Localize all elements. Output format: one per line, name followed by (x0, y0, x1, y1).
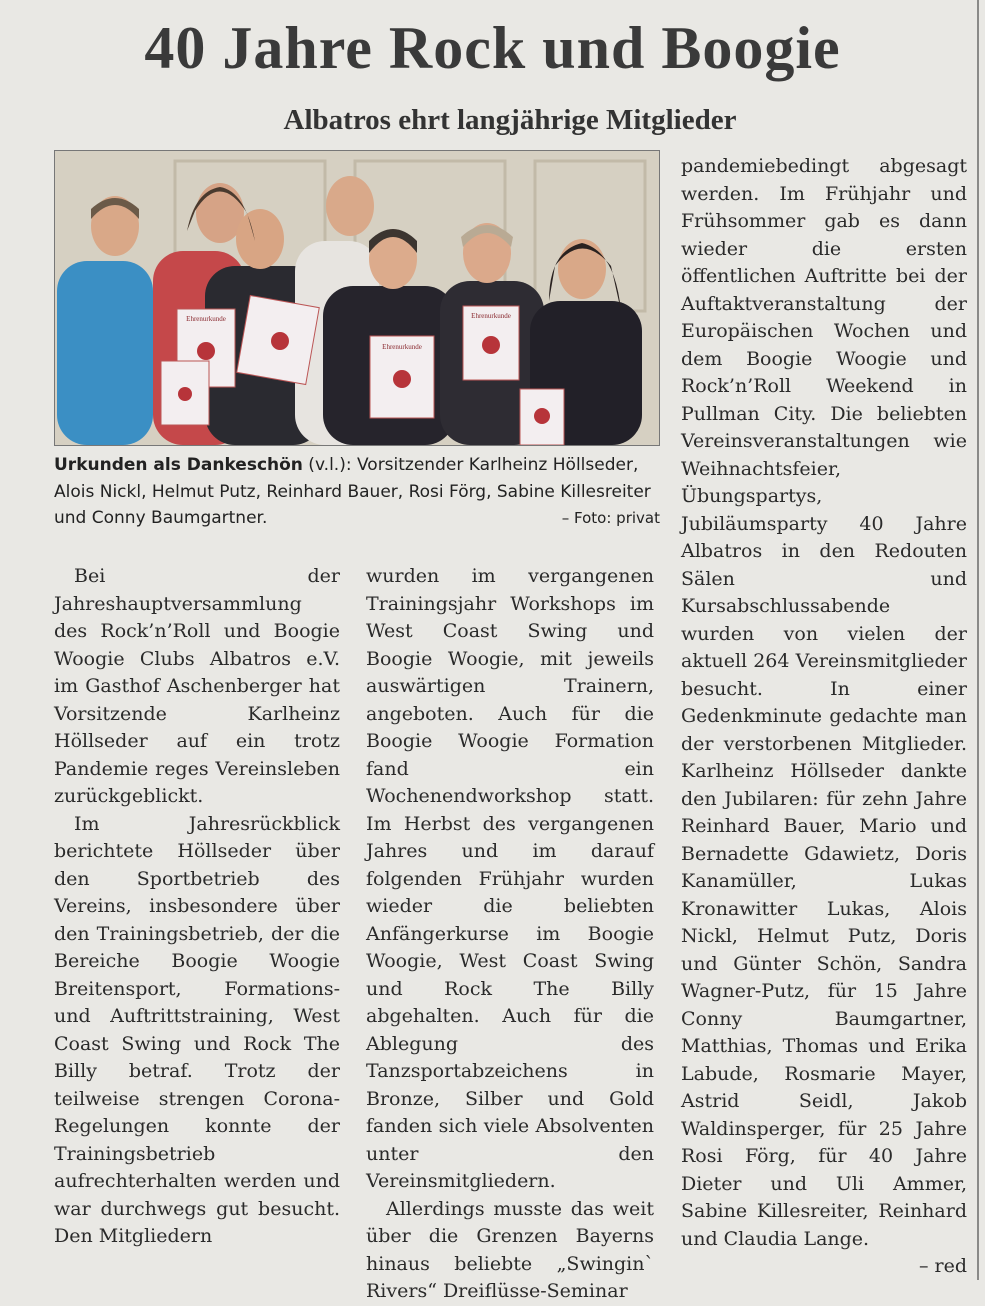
article-column-3 (681, 153, 967, 1281)
headline: 40 Jahre Rock und Boogie (144, 15, 841, 81)
photo-credit: – Foto: privat (561, 509, 660, 527)
subheadline: Albatros ehrt langjährige Mitglieder (283, 104, 737, 136)
paragraph: Bei der Jahreshauptversammlung des Rock’n’Roll und Boogie Woogie Clubs Albatros e.V. im Gasthof Aschenberger hat Vorsitzende Karlheinz Höllseder auf ein trotz Pandemie reges Vereinsleben zurückgeblickt. (54, 565, 340, 807)
article-column-2 (366, 563, 654, 1306)
caption-lead: Urkunden als Dankeschön (54, 455, 303, 475)
paragraph: pandemiebedingt abgesagt werden. Im Frühjahr und Frühsommer gab es dann wieder die ersten öffentlichen Auftritte bei der Auftaktveranstaltung der Europäischen Wochen und dem Boogie Woogie und Rock’n’Roll Weekend in Pullman City. Die beliebten Vereinsveranstaltungen wie Weihnachtsfeier, Übungspartys, Jubiläumsparty 40 Jahre Albatros in den Redouten Sälen und Kursabschlussabende wurden von vielen der aktuell 264 Vereinsmitglieder besucht. In einer Gedenkminute gedachte man der verstorbenen Mitglieder. Karlheinz Höllseder dankte den Jubilaren: für zehn Jahre Reinhard Bauer, Mario und Bernadette Gdawietz, Doris Kanamüller, Lukas Kronawitter Lukas, Alois Nickl, Helmut Putz, Doris und Günter Schön, Sandra Wagner-Putz, für 15 Jahre Conny Baumgartner, Matthias, Thomas und Erika Labude, Rosmarie Mayer, Astrid Seidl, Jakob Waldinsperger, für 25 Jahre Rosi Förg, für 40 Jahre Dieter und Uli Ammer, Sabine Killesreiter, Reinhard und Claudia Lange. (681, 155, 967, 1250)
certificate-label: Ehrenurkunde (382, 343, 422, 351)
author-signature: – red (918, 1255, 967, 1277)
column-rule (977, 0, 979, 1280)
certificate-label: Ehrenurkunde (186, 315, 226, 323)
group-photo (54, 150, 660, 446)
paragraph: wurden im vergangenen Trainingsjahr Workshops im West Coast Swing und Boogie Woogie, mit jeweils auswärtigen Trainern, angeboten. Auch für die Boogie Woogie Formation fand ein Wochenendworkshop statt. Im Herbst des vergangenen Jahres und im darauf folgenden Frühjahr wurden wieder die beliebten Anfängerkurse im Boogie Woogie, West Coast Swing und Rock The Billy abgehalten. Auch für die Ablegung des Tanzsportabzeichens in Bronze, Silber und Gold fanden sich viele Absolventen unter den Vereinsmitgliedern. (366, 565, 654, 1192)
article-column-1 (54, 563, 340, 1251)
paragraph: Im Jahresrückblick berichtete Höllseder über den Sportbetrieb des Vereins, insbesondere über den Trainingsbetrieb, der die Bereiche Boogie Woogie Breitensport, Formations- und Auftrittstraining, West Coast Swing und Rock The Billy betraf. Trotz der teilweise strengen Corona-Regelungen konnte der Trainingsbetrieb aufrechterhalten werden und war durchwegs gut besucht. Den Mitgliedern (54, 812, 340, 1247)
paragraph: Allerdings musste das weit über die Grenzen Bayerns hinaus beliebte „Swingin` Rivers“ Dreiflüsse-Seminar (366, 1197, 654, 1302)
group-photo-illustration (55, 151, 659, 445)
photo-caption (54, 452, 660, 532)
certificate-label: Ehrenurkunde (471, 312, 511, 320)
caption-text: (v.l.): Vorsitzender Karlheinz Höllseder, Alois Nickl, Helmut Putz, Reinhard Bauer, Rosi Förg, Sabine Killesreiter und Conny Baumgartner. (54, 455, 651, 528)
